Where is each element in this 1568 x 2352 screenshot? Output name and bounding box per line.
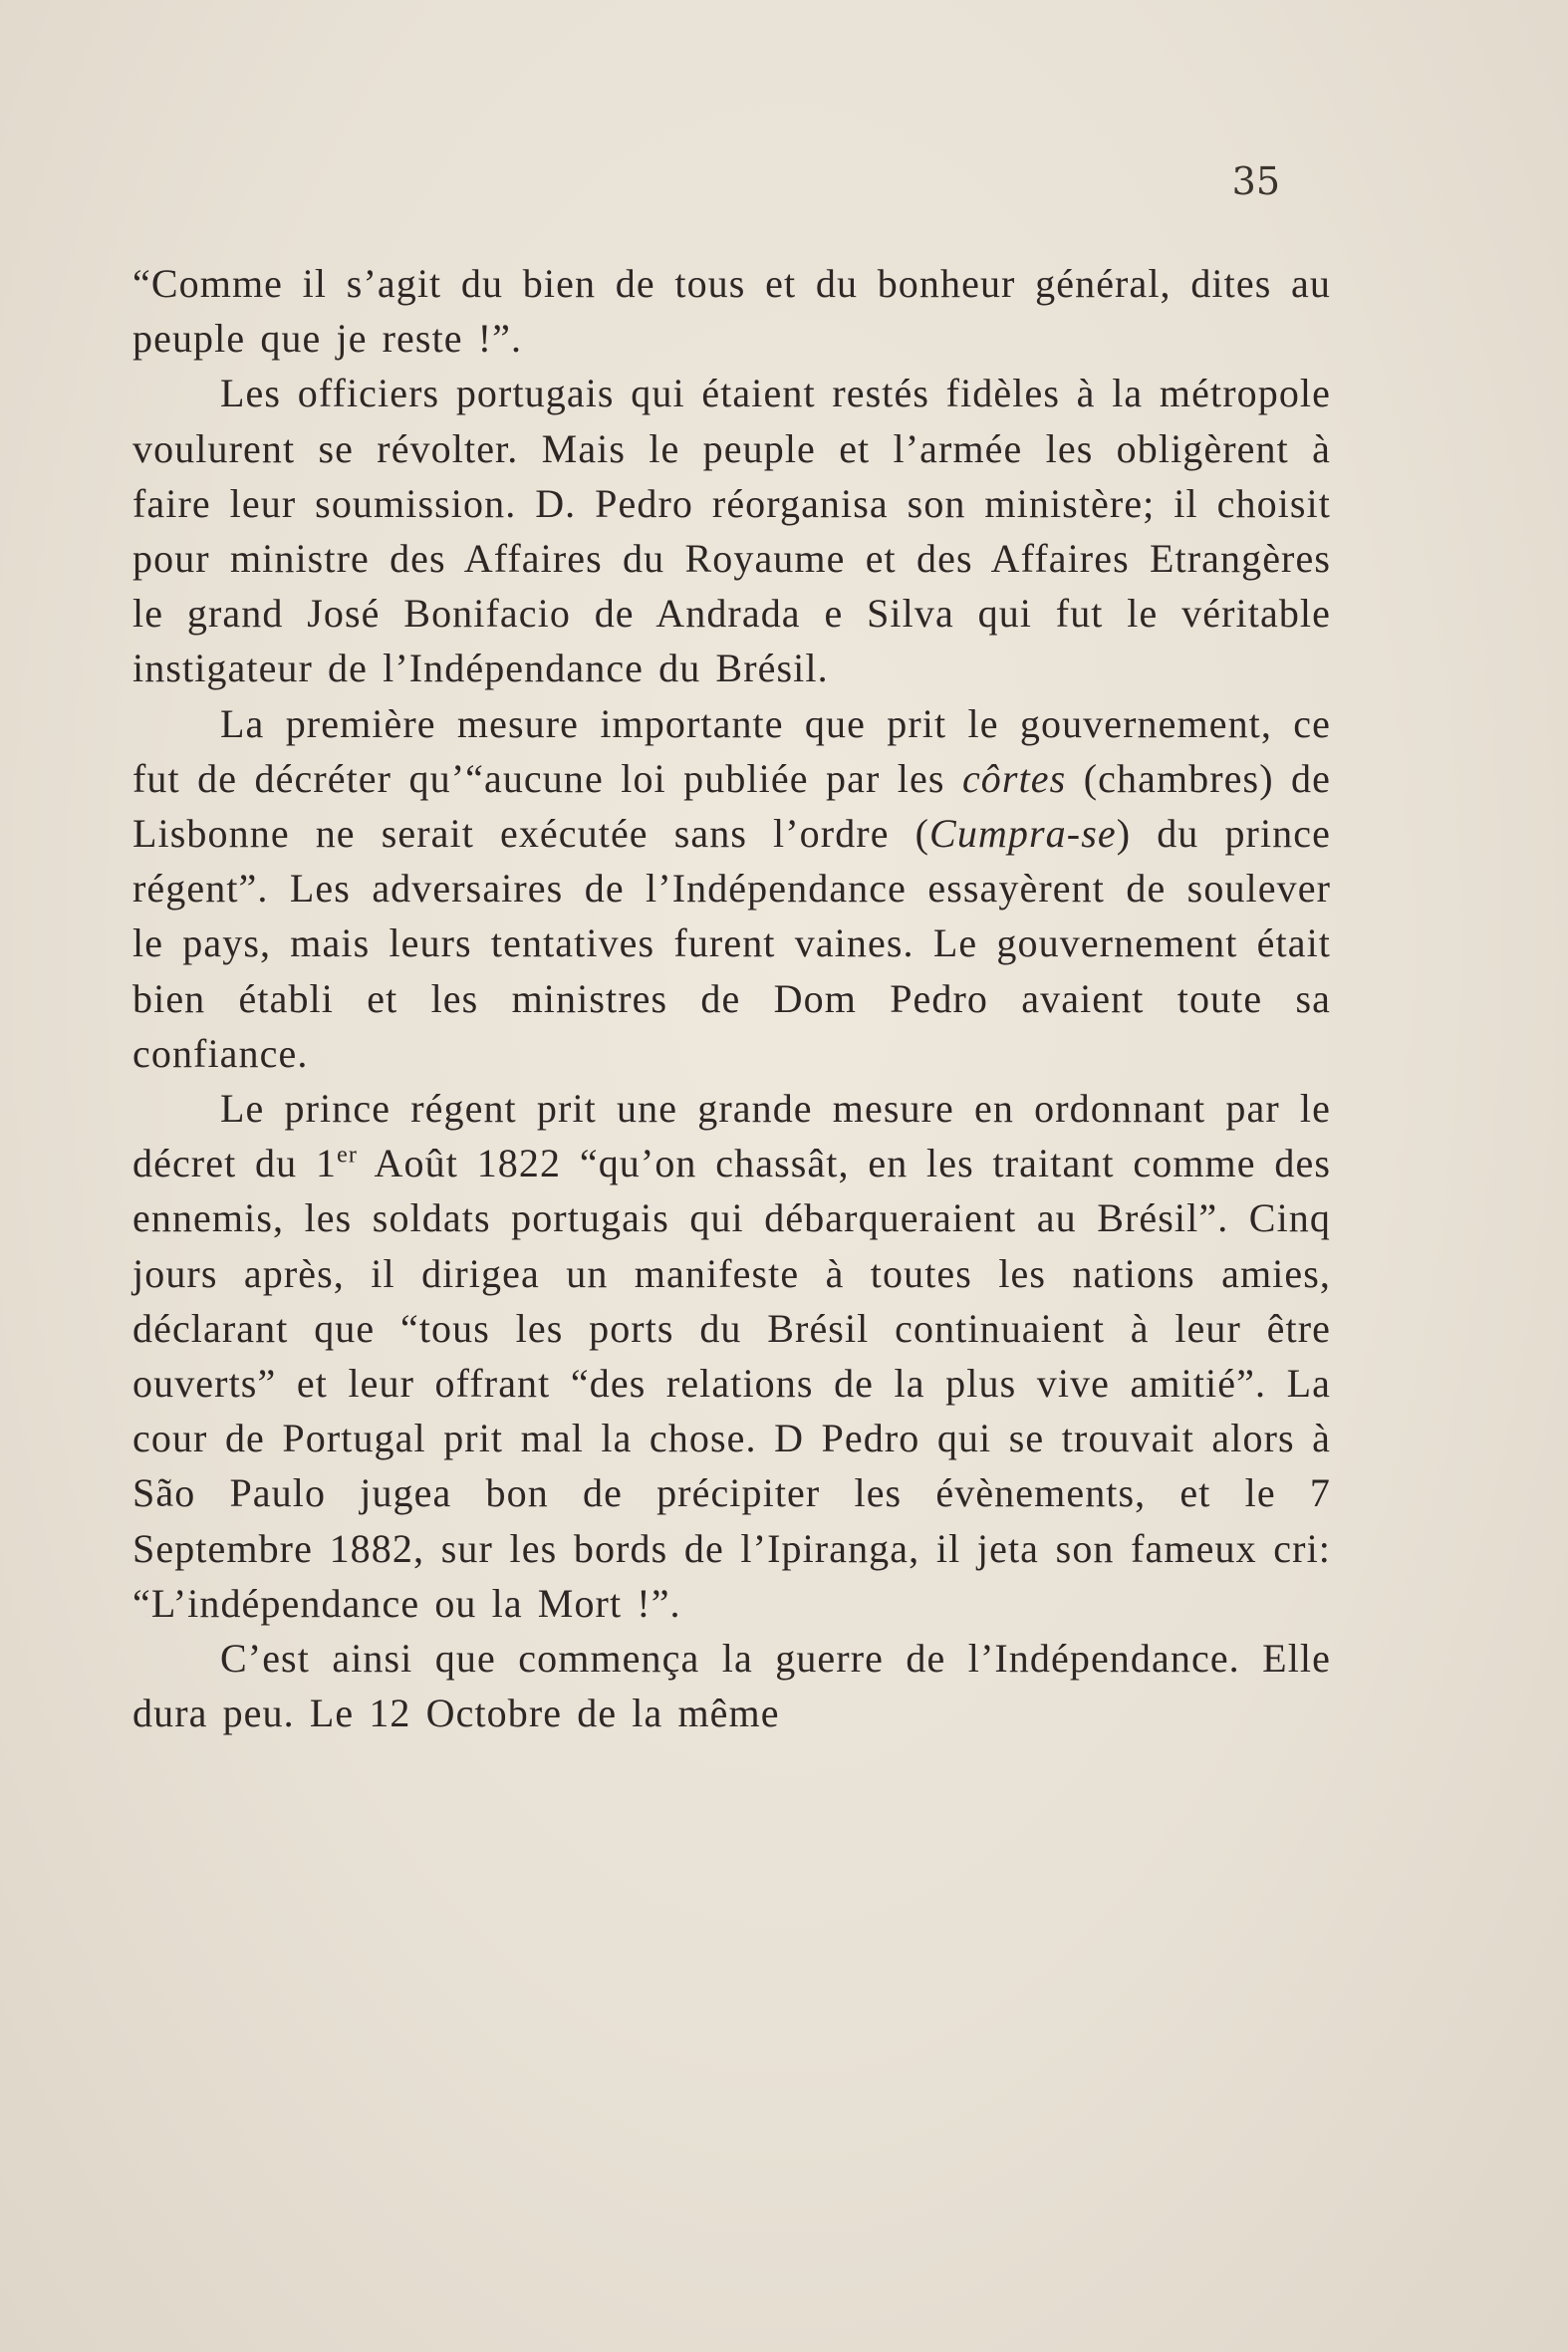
paragraph-first-measure-part3: ) du prince régent”. Les adversaires de l’Indépendance essayèrent de soulever le pays, mais leurs tentatives furent vaines. Le gouvernement était bien établi et les ministres de Dom Pedro avaient toute sa confiance. <box>132 811 1331 1076</box>
paragraph-first-measure <box>132 696 1331 1081</box>
paragraph-first-measure-part2: (chambres) de Lisbonne ne serait exécutée sans l’ordre ( <box>132 755 1331 857</box>
page-number: 35 <box>1231 159 1280 203</box>
superscript-er: er <box>337 1142 358 1169</box>
italic-cumpra-se: Cumpra-se <box>929 811 1117 857</box>
italic-cortes: côrtes <box>961 755 1067 801</box>
paragraph-war: C’est ainsi que commença la guerre de l’Indépendance. Elle dura peu. Le 12 Octobre de la même <box>132 1636 1331 1736</box>
paragraph-first-measure-part1: La première mesure importante que prit le gouvernement, ce fut de décréter qu’“aucune loi publiée par les <box>132 700 1331 801</box>
paragraph-quote: “Comme il s’agit du bien de tous et du bonheur général, dites au peuple que je reste !”. <box>132 261 1331 362</box>
paragraph-decree-part2: Août 1822 “qu’on chassât, en les traitant comme des ennemis, les soldats portugais qui débarqueraient au Brésil”. Cinq jours après, il dirigea un manifeste à toutes les nations amies, déclarant que “tous les ports du Brésil continuaient à leur être ouverts” et leur offrant “des relations de la plus vive amitié”. La cour de Portugal prit mal la chose. D Pedro qui se trouvait alors à São Paulo jugea bon de précipiter les évènements, et le 7 Septembre 1882, sur les bords de l’Ipiranga, il jeta son fameux cri: “L’indépendance ou la Mort !”. <box>132 1141 1332 1626</box>
paragraph-officers: Les officiers portugais qui étaient restés fidèles à la métropole voulurent se révolter. Mais le peuple et l’armée les obligèrent à faire leur soumission. D. Pedro réorganisa son ministère; il choisit pour ministre des Affaires du Royaume et des Affaires Etrangères le grand José Bonifacio de Andrada e Silva qui fut le véritable instigateur de l’Indépendance du Brésil. <box>132 371 1331 691</box>
paragraph-decree-part1: Le prince régent prit une grande mesure en ordonnant par le décret du 1 <box>132 1086 1331 1186</box>
body-text <box>132 256 1331 1740</box>
paragraph-decree <box>132 1081 1331 1631</box>
